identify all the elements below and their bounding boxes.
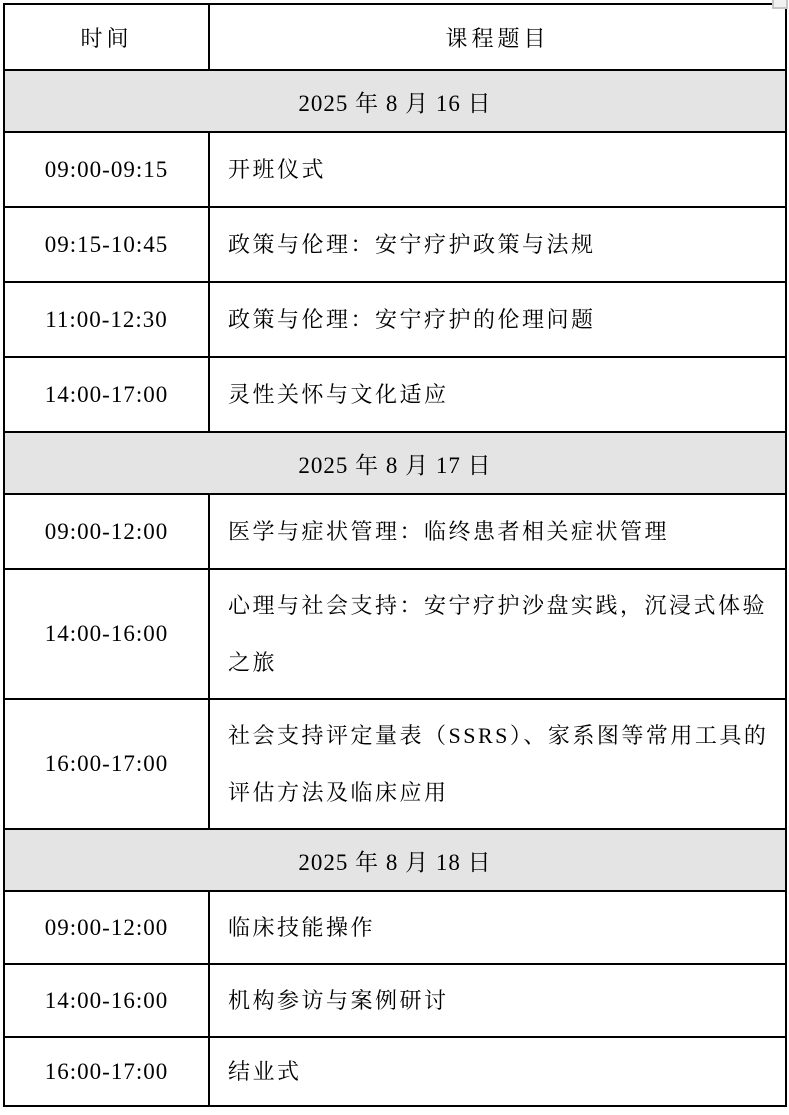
time-cell: 14:00-17:00 [4,357,209,432]
time-cell: 16:00-17:00 [4,699,209,829]
course-schedule-table [3,3,787,1107]
course-title-cell: 机构参访与案例研讨 [209,964,786,1037]
course-title-cell: 灵性关怀与文化适应 [209,357,786,432]
table-row [4,1037,786,1106]
table-row [4,569,786,699]
table-resize-handle-artifact [772,0,788,9]
time-cell: 09:00-09:15 [4,132,209,207]
time-cell: 14:00-16:00 [4,569,209,699]
table-row [4,494,786,569]
course-title-cell: 开班仪式 [209,132,786,207]
date-banner-row [4,70,786,132]
course-title-cell: 医学与症状管理：临终患者相关症状管理 [209,494,786,569]
table-row [4,891,786,964]
time-cell: 09:00-12:00 [4,494,209,569]
table-row [4,357,786,432]
course-title-cell: 心理与社会支持：安宁疗护沙盘实践，沉浸式体验之旅 [209,569,786,699]
table-row [4,132,786,207]
time-cell: 09:00-12:00 [4,891,209,964]
table-header-row [4,4,786,70]
course-title-cell: 政策与伦理：安宁疗护的伦理问题 [209,282,786,357]
date-banner-row [4,829,786,891]
date-banner-row [4,432,786,494]
course-title-cell: 临床技能操作 [209,891,786,964]
table-row [4,207,786,282]
time-cell: 14:00-16:00 [4,964,209,1037]
course-title-column-header: 课程题目 [209,4,786,70]
time-cell: 09:15-10:45 [4,207,209,282]
table-row [4,964,786,1037]
time-column-header: 时间 [4,4,209,70]
date-banner-aug17: 2025 年 8 月 17 日 [4,432,786,494]
course-title-cell: 政策与伦理：安宁疗护政策与法规 [209,207,786,282]
table-row [4,282,786,357]
date-banner-aug16: 2025 年 8 月 16 日 [4,70,786,132]
date-banner-aug18: 2025 年 8 月 18 日 [4,829,786,891]
table-row [4,699,786,829]
course-title-cell: 结业式 [209,1037,786,1106]
course-title-cell: 社会支持评定量表（SSRS）、家系图等常用工具的评估方法及临床应用 [209,699,786,829]
time-cell: 16:00-17:00 [4,1037,209,1106]
time-cell: 11:00-12:30 [4,282,209,357]
